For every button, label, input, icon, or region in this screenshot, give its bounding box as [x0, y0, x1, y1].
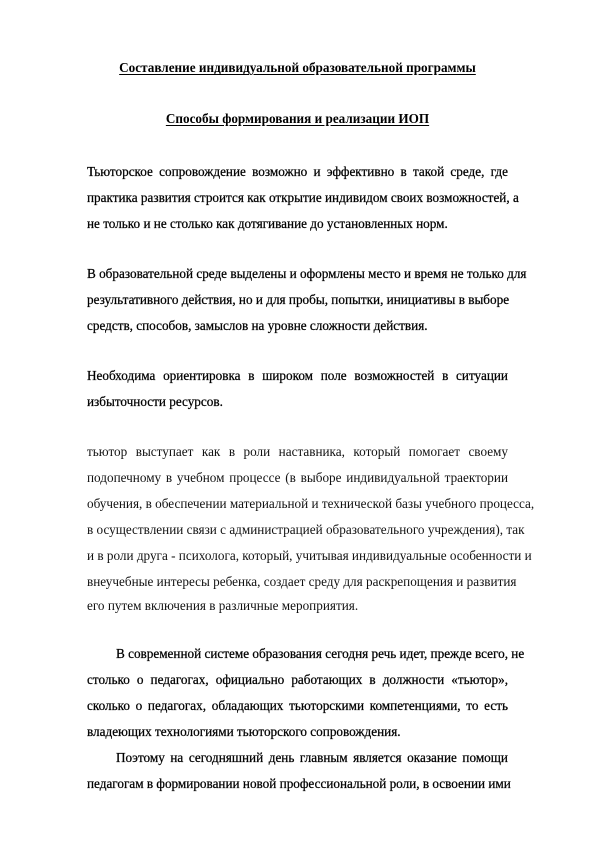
- paragraph-5-line-3: сколько о педагогах, обладающих тьюторскими компетенциями, то есть: [87, 698, 508, 713]
- paragraph-1-line-2: практика развития строится как открытие индивидом своих возможностей, а: [87, 190, 519, 205]
- paragraph-5-line-2: столько о педагогах, официально работающих в должности «тьютор»,: [87, 672, 508, 687]
- paragraph-4-line-4: в осуществлении связи с администрацией образовательного учреждения), так: [87, 522, 525, 537]
- paragraph-2-line-1: В образовательной среде выделены и оформлены место и время не только для: [87, 266, 527, 281]
- paragraph-4-line-2: подопечному в учебном процессе (в выборе индивидуальной траектории: [87, 470, 508, 485]
- paragraph-4-line-5: и в роли друга - психолога, который, учитывая индивидуальные особенности и: [87, 548, 532, 563]
- paragraph-6-line-2: педагогам в формировании новой профессиональной роли, в освоении ими: [87, 776, 511, 791]
- document-subtitle: Способы формирования и реализации ИОП: [165, 111, 430, 126]
- paragraph-3-line-2: избыточности ресурсов.: [87, 394, 223, 409]
- paragraph-5-line-4: владеющих технологиями тьюторского сопровождения.: [87, 724, 401, 739]
- paragraph-1-line-3: не только и не столько как дотягивание до установленных норм.: [87, 216, 448, 231]
- paragraph-4-line-6: внеучебные интересы ребенка, создает среду для раскрепощения и развития: [87, 574, 517, 589]
- document-title: Составление индивидуальной образовательной программы: [119, 60, 476, 75]
- paragraph-4-line-1: тьютор выступает как в роли наставника, который помогает своему: [87, 444, 508, 459]
- paragraph-2-line-2: результативного действия, но и для пробы, попытки, инициативы в выборе: [87, 292, 510, 307]
- paragraph-1-line-1: Тьюторское сопровождение возможно и эффективно в такой среде, где: [87, 164, 508, 179]
- paragraph-3-line-1: Необходима ориентировка в широком поле возможностей в ситуации: [87, 368, 508, 383]
- paragraph-6-line-1: Поэтому на сегодняшний день главным является оказание помощи: [116, 750, 508, 765]
- paragraph-5-line-1: В современной системе образования сегодня речь идет, прежде всего, не: [116, 646, 525, 661]
- paragraph-4-line-7: его путем включения в различные мероприятия.: [87, 598, 359, 613]
- paragraph-4-line-3: обучения, в обеспечении материальной и технической базы учебного процесса,: [87, 496, 535, 511]
- paragraph-2-line-3: средств, способов, замыслов на уровне сложности действия.: [87, 318, 428, 333]
